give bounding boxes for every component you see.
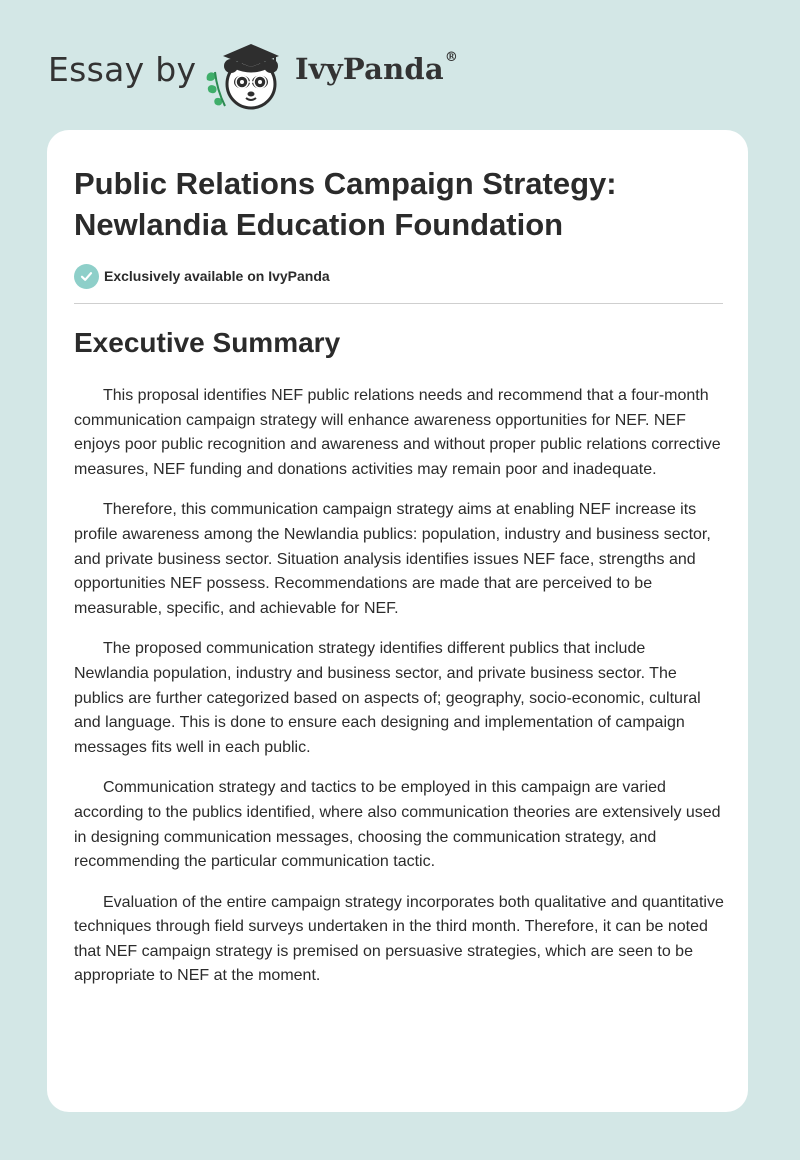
exclusive-badge <box>74 263 330 289</box>
paragraph: Communication strategy and tactics to be employed in this campaign are varied according to the publics identified, where also communication theories are extensively used in designing communication messages, choosing the communication strategy, and recommending the particular communication tactic. <box>74 779 721 871</box>
essay-title: Public Relations Campaign Strategy: Newlandia Education Foundation <box>74 166 617 242</box>
paragraph: Therefore, this communication campaign strategy aims at enabling NEF increase its profile awareness among the Newlandia publics: population, industry and business sector, and private business sector. Situation analysis identifies issues NEF face, strengths and opportunities NEF possess. Recommendations are made that are perceived to be measurable, specific, and achievable for NEF. <box>74 501 711 617</box>
essay-by-label: Essay by <box>48 50 197 89</box>
paragraph: Evaluation of the entire campaign strategy incorporates both qualitative and quantitative techniques through field surveys undertaken in the third month. Therefore, it can be noted that NEF campaign strategy is premised on persuasive strategies, which are seen to be appropriate to NEF at the moment. <box>74 893 724 985</box>
brand-name-text: IvyPanda <box>295 52 444 86</box>
section-heading: Executive Summary <box>74 327 341 358</box>
essay-body <box>74 384 724 1005</box>
brand-name[interactable] <box>295 52 458 86</box>
essay-card <box>47 130 748 1112</box>
check-icon <box>74 264 99 289</box>
paragraph: The proposed communication strategy identifies different publics that include Newlandia population, industry and business sector, and private business sector. The publics are further categorized based on aspects of; geography, socio-economic, cultural and language. This is done to ensure each designing and implementation of campaign messages fits well in each public. <box>74 640 701 756</box>
paragraph: This proposal identifies NEF public relations needs and recommend that a four-month communication campaign strategy will enhance awareness opportunities for NEF. NEF enjoys poor public recognition and awareness and without proper public relations corrective measures, NEF funding and donations activities may remain poor and inadequate. <box>74 387 721 478</box>
exclusive-text: Exclusively available on IvyPanda <box>104 268 330 284</box>
divider <box>74 303 723 304</box>
site-header <box>48 30 508 110</box>
registered-mark: ® <box>444 50 459 65</box>
panda-logo-icon[interactable] <box>203 34 293 112</box>
